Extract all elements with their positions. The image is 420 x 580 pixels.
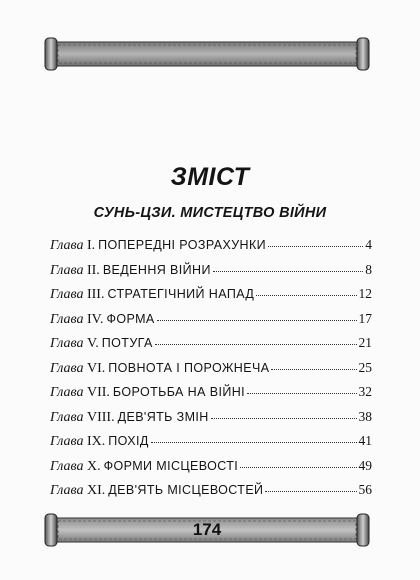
chapter-page: 12	[358, 286, 372, 301]
chapter-label: Глава V.	[50, 336, 99, 351]
chapter-label: Глава I.	[50, 238, 96, 253]
toc-entry[interactable]	[50, 384, 372, 409]
bottom-scroll-ornament	[44, 513, 370, 547]
toc-entry[interactable]	[50, 409, 372, 434]
toc-entry[interactable]	[50, 433, 372, 458]
chapter-label: Глава IV.	[50, 311, 104, 327]
chapter-label: Глава XI.	[50, 483, 106, 498]
dot-leader	[256, 295, 356, 296]
book-subtitle: СУНЬ-ЦЗИ. МИСТЕЦТВО ВІЙНИ	[93, 205, 327, 221]
toc-entry[interactable]	[50, 311, 372, 336]
toc-entry[interactable]	[50, 458, 372, 483]
dot-leader	[240, 467, 356, 468]
chapter-title: ВЕДЕННЯ ВІЙНИ	[102, 262, 211, 277]
chapter-title: ДЕВ'ЯТЬ ЗМІН	[117, 409, 209, 424]
chapter-page: 49	[358, 457, 372, 473]
chapter-label: Глава III.	[50, 287, 105, 302]
toc-entry[interactable]	[50, 286, 372, 311]
chapter-title: ФОРМИ МІСЦЕВОСТІ	[103, 458, 239, 473]
chapter-page: 32	[358, 384, 372, 399]
chapter-title: ДЕВ'ЯТЬ МІСЦЕВОСТЕЙ	[108, 483, 264, 497]
page-number: 174	[192, 520, 222, 539]
chapter-page: 41	[358, 433, 372, 448]
toc-entry[interactable]	[50, 360, 372, 385]
toc-entry[interactable]	[50, 262, 372, 287]
dot-leader	[247, 393, 356, 394]
toc-entry[interactable]	[50, 335, 372, 360]
chapter-title: ПОПЕРЕДНІ РОЗРАХУНКИ	[98, 238, 267, 252]
dot-leader	[265, 491, 356, 492]
chapter-label: Глава VII.	[50, 385, 110, 400]
chapter-title: ПОТУГА	[101, 336, 153, 350]
page-title: ЗМІСТ	[170, 163, 250, 191]
top-scroll-ornament	[44, 37, 370, 71]
dot-leader	[155, 344, 357, 345]
chapter-title: БОРОТЬБА НА ВІЙНІ	[112, 385, 246, 399]
chapter-title: ПОХІД	[108, 434, 149, 448]
chapter-title: ФОРМА	[106, 311, 155, 326]
dot-leader	[211, 418, 357, 419]
toc-entry[interactable]	[50, 482, 372, 507]
chapter-label: Глава X.	[50, 458, 101, 474]
chapter-page: 56	[358, 482, 372, 497]
chapter-page: 38	[358, 408, 372, 424]
chapter-title: СТРАТЕГІЧНИЙ НАПАД	[107, 287, 255, 301]
table-of-contents	[50, 237, 372, 507]
dot-leader	[268, 246, 363, 247]
chapter-page: 21	[358, 335, 372, 350]
dot-leader	[151, 442, 357, 443]
chapter-label: Глава II.	[50, 262, 100, 278]
dot-leader	[213, 271, 363, 272]
chapter-title: ПОВНОТА І ПОРОЖНЕЧА	[108, 360, 270, 375]
chapter-page: 4	[365, 237, 372, 252]
chapter-label: Глава VI.	[50, 360, 106, 376]
chapter-page: 17	[358, 310, 372, 326]
dot-leader	[157, 320, 357, 321]
chapter-page: 25	[358, 359, 372, 375]
toc-entry[interactable]	[50, 237, 372, 262]
chapter-label: Глава IX.	[50, 434, 106, 449]
dot-leader	[271, 369, 356, 370]
chapter-label: Глава VIII.	[50, 409, 115, 425]
chapter-page: 8	[365, 261, 372, 277]
